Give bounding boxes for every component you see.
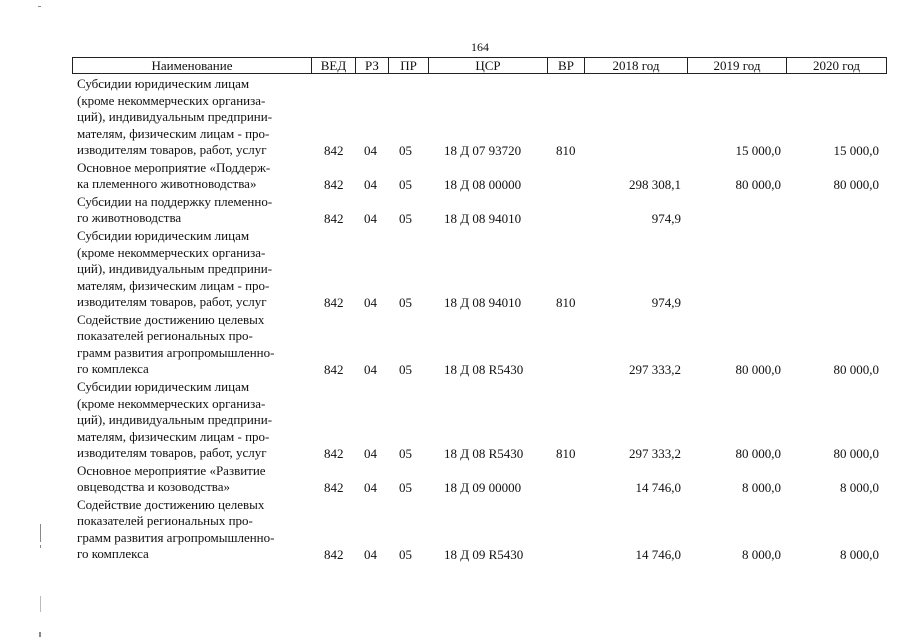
cell-rz: 04 (364, 479, 377, 495)
cell-y2018: 297 333,2 (629, 361, 681, 377)
cell-vr: 810 (556, 294, 576, 310)
cell-y2020: 8 000,0 (840, 546, 879, 562)
cell-y2020: 80 000,0 (833, 361, 879, 377)
cell-pr: 05 (399, 445, 412, 461)
cell-csr: 18 Д 08 94010 (444, 294, 522, 310)
cell-y2020: 80 000,0 (833, 445, 879, 461)
cell-csr: 18 Д 08 00000 (444, 176, 522, 192)
row-name: Содействие достижению целевых показателей региональных про- грамм развития агропромышленно- го комплекса (77, 311, 275, 377)
scan-mark (40, 524, 41, 542)
table-row (0, 379, 905, 462)
header-ved: ВЕД (312, 58, 356, 73)
cell-rz: 04 (364, 546, 377, 562)
table-header (72, 57, 887, 74)
cell-ved: 842 (324, 294, 344, 310)
cell-y2019: 15 000,0 (735, 142, 781, 158)
row-name: Субсидии юридическим лицам (кроме некоммерческих организа- ций), индивидуальным предприни- мателям, физическим лицам - про- изводителям товаров, работ, услуг (77, 228, 273, 310)
cell-rz: 04 (364, 445, 377, 461)
cell-y2020: 8 000,0 (840, 479, 879, 495)
cell-rz: 04 (364, 210, 377, 226)
row-name: Субсидии юридическим лицам (кроме некоммерческих организа- ций), индивидуальным предприни- мателям, физическим лицам - про- изводителям товаров, работ, услуг (77, 76, 273, 157)
header-csr: ЦСР (429, 58, 548, 73)
cell-pr: 05 (399, 479, 412, 495)
cell-csr: 18 Д 09 00000 (444, 479, 522, 495)
cell-pr: 05 (399, 546, 412, 562)
cell-ved: 842 (324, 546, 344, 562)
cell-vr: 810 (556, 445, 576, 461)
cell-rz: 04 (364, 361, 377, 377)
header-rz: РЗ (356, 58, 389, 73)
page-number: 164 (471, 40, 489, 54)
cell-csr: 18 Д 08 R5430 (444, 361, 524, 377)
header-name: Наименование (73, 58, 312, 73)
cell-y2020: 15 000,0 (833, 142, 879, 158)
scan-mark (40, 596, 41, 612)
cell-ved: 842 (324, 445, 344, 461)
row-name: Субсидии юридическим лицам (кроме некоммерческих организа- ций), индивидуальным предприни- мателям, физическим лицам - про- изводителям товаров, работ, услуг (77, 379, 273, 460)
table-row (0, 463, 905, 496)
cell-vr: 810 (556, 142, 576, 158)
table-row (0, 76, 905, 159)
cell-rz: 04 (364, 294, 377, 310)
cell-csr: 18 Д 08 R5430 (444, 445, 524, 461)
scan-mark (40, 545, 41, 548)
cell-csr: 18 Д 07 93720 (444, 142, 522, 158)
header-2018: 2018 год (585, 58, 688, 73)
table-row (0, 228, 905, 311)
cell-ved: 842 (324, 479, 344, 495)
cell-y2019: 80 000,0 (735, 361, 781, 377)
cell-ved: 842 (324, 210, 344, 226)
cell-rz: 04 (364, 176, 377, 192)
cell-csr: 18 Д 08 94010 (444, 210, 522, 226)
cell-y2019: 8 000,0 (742, 479, 781, 495)
cell-y2019: 8 000,0 (742, 546, 781, 562)
cell-y2018: 14 746,0 (635, 546, 681, 562)
cell-ved: 842 (324, 142, 344, 158)
header-vr: ВР (548, 58, 585, 73)
cell-pr: 05 (399, 294, 412, 310)
cell-y2019: 80 000,0 (735, 445, 781, 461)
row-name: Содействие достижению целевых показателей региональных про- грамм развития агропромышленно- го комплекса (77, 496, 275, 562)
cell-y2019: 80 000,0 (735, 176, 781, 192)
header-2019: 2019 год (688, 58, 787, 73)
scan-mark (39, 632, 41, 637)
cell-y2018: 297 333,2 (629, 445, 681, 461)
cell-y2018: 974,9 (651, 210, 681, 226)
row-name: Основное мероприятие «Развитие овцеводства и козоводства» (77, 462, 266, 495)
table-row (0, 312, 905, 378)
cell-ved: 842 (324, 361, 344, 377)
table-row (0, 194, 905, 227)
cell-rz: 04 (364, 142, 377, 158)
cell-y2018: 974,9 (651, 294, 681, 310)
cell-pr: 05 (399, 361, 412, 377)
table-row (0, 497, 905, 563)
cell-ved: 842 (324, 176, 344, 192)
cell-pr: 05 (399, 210, 412, 226)
header-pr: ПР (389, 58, 429, 73)
cell-y2018: 298 308,1 (629, 176, 681, 192)
cell-pr: 05 (399, 176, 412, 192)
cell-y2018: 14 746,0 (635, 479, 681, 495)
scan-mark (38, 6, 41, 7)
table-row (0, 160, 905, 193)
cell-y2020: 80 000,0 (833, 176, 879, 192)
row-name: Субсидии на поддержку племенно- го животноводства (77, 193, 273, 226)
cell-csr: 18 Д 09 R5430 (444, 546, 524, 562)
cell-pr: 05 (399, 142, 412, 158)
header-2020: 2020 год (813, 58, 860, 73)
row-name: Основное мероприятие «Поддерж- ка племенного животноводства» (77, 159, 271, 192)
